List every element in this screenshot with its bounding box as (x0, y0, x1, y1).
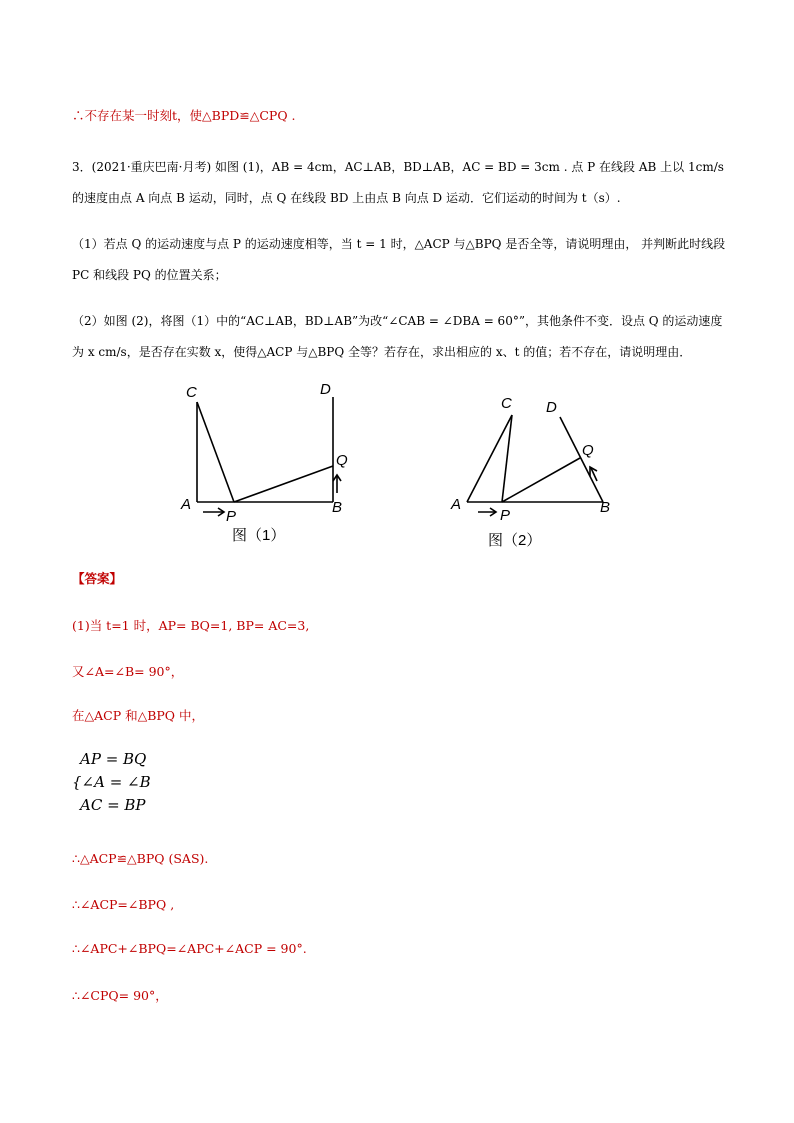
answer-step-4: ∴△ACP≌△BPQ (SAS). (72, 851, 209, 866)
part2-line-2: 为 x cm/s，是否存在实数 x，使得△ACP 与△BPQ 全等？若存在，求出相应的 x、t 的值；若不存在，请说明理由． (72, 345, 692, 359)
answer-step-7: ∴∠CPQ= 90°， (72, 988, 168, 1003)
segment-BD (560, 417, 603, 502)
label-P: P (226, 508, 237, 525)
system-line-2: {∠A = ∠B (72, 773, 151, 791)
part2-line-1: （2）如图 (2)，将图（1）中的“AC⊥AB，BD⊥AB”为改“∠CAB = ∠DBA = 60°”，其他条件不变．设点 Q 的运动速度 (72, 314, 723, 328)
answer-tag: 【答案】 (72, 571, 123, 586)
label-C: C (186, 384, 197, 401)
segment-PQ (234, 466, 333, 502)
label-P: P (500, 507, 511, 524)
label-Q: Q (336, 452, 348, 469)
answer-step-2: 又∠A=∠B= 90°， (72, 664, 184, 679)
label-B: B (600, 499, 611, 516)
part1-line-1: （1）若点 Q 的运动速度与点 P 的运动速度相等，当 t = 1 时，△ACP 与△BPQ 是否全等，请说明理由， 并判断此时线段 (72, 237, 726, 251)
figure-1-caption: 图（1） (232, 527, 286, 544)
system-line-1: AP = BQ (80, 750, 147, 768)
segment-CP (197, 402, 234, 502)
figure-2-caption: 图（2） (488, 532, 542, 549)
equation-system (72, 748, 151, 817)
answer-step-1: (1)当 t=1 时，AP= BQ=1, BP= AC=3, (72, 618, 310, 633)
figure-2 (440, 385, 640, 560)
segment-AC (467, 415, 512, 502)
answer-step-3: 在△ACP 和△BPQ 中， (72, 708, 205, 723)
label-Q: Q (582, 442, 594, 459)
figure-1 (170, 375, 370, 550)
label-A: A (181, 496, 192, 513)
problem-line-2: 的速度由点 A 向点 B 运动，同时，点 Q 在线段 BD 上由点 B 向点 D 运动．它们运动的时间为 t（s）. (72, 191, 621, 205)
part1-line-2: PC 和线段 PQ 的位置关系； (72, 268, 227, 282)
label-A: A (451, 496, 462, 513)
label-D: D (546, 399, 557, 416)
answer-step-5: ∴∠ACP=∠BPQ , (72, 897, 175, 912)
problem-line-1: 3．(2021·重庆巴南·月考) 如图 (1)，AB = 4cm，AC⊥AB，BD⊥AB，AC = BD = 3cm . 点 P 在线段 AB 上以 1cm/s (72, 160, 724, 174)
previous-conclusion: ∴不存在某一时刻t，使△BPD≌△CPQ . (72, 108, 296, 123)
label-D: D (320, 381, 331, 398)
system-line-3: AC = BP (80, 796, 146, 814)
label-C: C (501, 395, 512, 412)
segment-PQ (502, 458, 580, 502)
segment-CP (502, 415, 512, 502)
answer-step-6: ∴∠APC+∠BPQ=∠APC+∠ACP = 90°. (72, 941, 307, 956)
label-B: B (332, 499, 343, 516)
